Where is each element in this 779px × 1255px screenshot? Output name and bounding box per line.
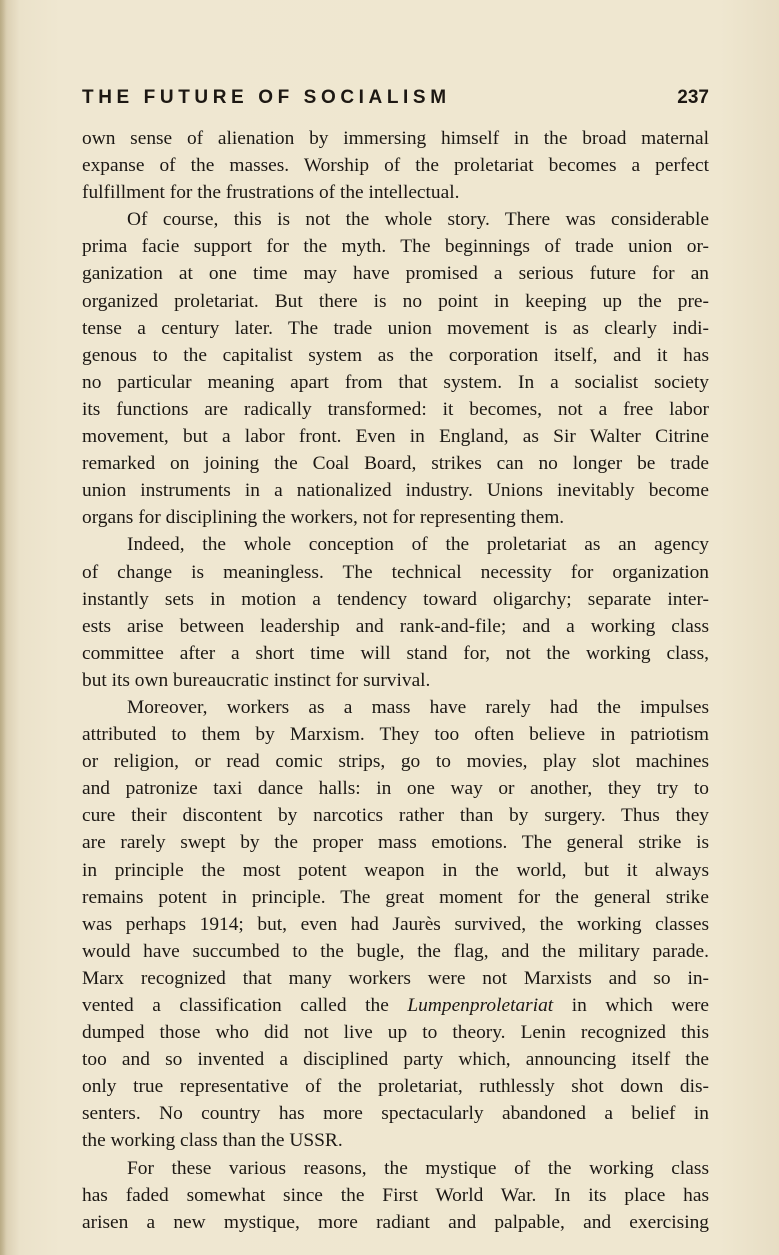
text-line: tense a century later. The trade union movement is as clearly indi-: [82, 317, 709, 339]
text-line: only true representative of the proletariat, ruthlessly shot down dis-: [82, 1076, 709, 1098]
text-line: cure their discontent by narcotics rather than by surgery. Thus they: [82, 805, 709, 827]
text-line: Of course, this is not the whole story. There was considerable: [127, 209, 709, 231]
text-line: attributed to them by Marxism. They too often believe in patriotism: [82, 724, 709, 746]
text-line: senters. No country has more spectacularly abandoned a belief in: [82, 1103, 709, 1125]
text-line: ests arise between leadership and rank-and-file; and a working class: [82, 615, 709, 637]
text-line: fulfillment for the frustrations of the intellectual.: [82, 182, 460, 204]
text-line: in principle the most potent weapon in the world, but it always: [82, 859, 709, 881]
text-line: committee after a short time will stand for, not the working class,: [82, 642, 709, 664]
text-line: ganization at one time may have promised a serious future for an: [82, 263, 709, 285]
text-line: remarked on joining the Coal Board, strikes can no longer be trade: [82, 453, 709, 475]
page-number: 237: [677, 87, 709, 108]
text-line: instantly sets in motion a tendency toward oligarchy; separate inter-: [82, 588, 709, 610]
text-line: Marx recognized that many workers were not Marxists and so in-: [82, 967, 709, 989]
text-segment: in which were: [553, 995, 710, 1016]
text-line: expanse of the masses. Worship of the proletariat becomes a perfect: [82, 155, 709, 177]
running-head: [82, 87, 709, 115]
text-line: organized proletariat. But there is no point in keeping up the pre-: [82, 290, 709, 312]
text-line: too and so invented a disciplined party which, announcing itself the: [82, 1049, 709, 1071]
running-title: THE FUTURE OF SOCIALISM: [82, 87, 451, 108]
text-line: own sense of alienation by immersing himself in the broad maternal: [82, 128, 709, 149]
text-line: organs for disciplining the workers, not for representing them.: [82, 507, 565, 529]
body-text: [82, 125, 709, 1236]
text-line: the working class than the USSR.: [82, 1130, 343, 1152]
text-line: was perhaps 1914; but, even had Jaurès survived, the working classes: [82, 913, 709, 935]
text-line: movement, but a labor front. Even in England, as Sir Walter Citrine: [82, 426, 709, 448]
text-line: but its own bureaucratic instinct for survival.: [82, 669, 431, 691]
text-line: genous to the capitalist system as the corporation itself, and it has: [82, 344, 709, 366]
text-line: union instruments in a nationalized industry. Unions inevitably become: [82, 480, 709, 502]
text-line: and patronize taxi dance halls: in one way or another, they try to: [82, 778, 709, 800]
text-line: of change is meaningless. The technical necessity for organization: [82, 561, 709, 583]
text-line: Indeed, the whole conception of the proletariat as an agency: [127, 534, 709, 556]
text-line: For these various reasons, the mystique of the working class: [127, 1157, 709, 1179]
text-line: [82, 992, 709, 1019]
text-line: remains potent in principle. The great moment for the general strike: [82, 886, 709, 908]
text-line: would have succumbed to the bugle, the flag, and the military parade.: [82, 940, 709, 962]
page-gutter-shadow: [0, 0, 6, 1255]
text-line: no particular meaning apart from that system. In a socialist society: [82, 371, 709, 393]
italic-term: Lumpenproletariat: [407, 995, 554, 1016]
text-segment: vented a classification called the: [82, 995, 408, 1016]
text-line: prima facie support for the myth. The beginnings of trade union or-: [82, 236, 709, 258]
text-line: arisen a new mystique, more radiant and palpable, and exercising: [82, 1211, 709, 1233]
text-line: Moreover, workers as a mass have rarely had the impulses: [127, 696, 709, 718]
text-line: or religion, or read comic strips, go to movies, play slot machines: [82, 751, 709, 773]
text-line: has faded somewhat since the First World War. In its place has: [82, 1184, 709, 1206]
text-line: its functions are radically transformed: it becomes, not a free labor: [82, 398, 709, 420]
text-line: dumped those who did not live up to theory. Lenin recognized this: [82, 1022, 709, 1044]
text-line: are rarely swept by the proper mass emotions. The general strike is: [82, 832, 709, 854]
